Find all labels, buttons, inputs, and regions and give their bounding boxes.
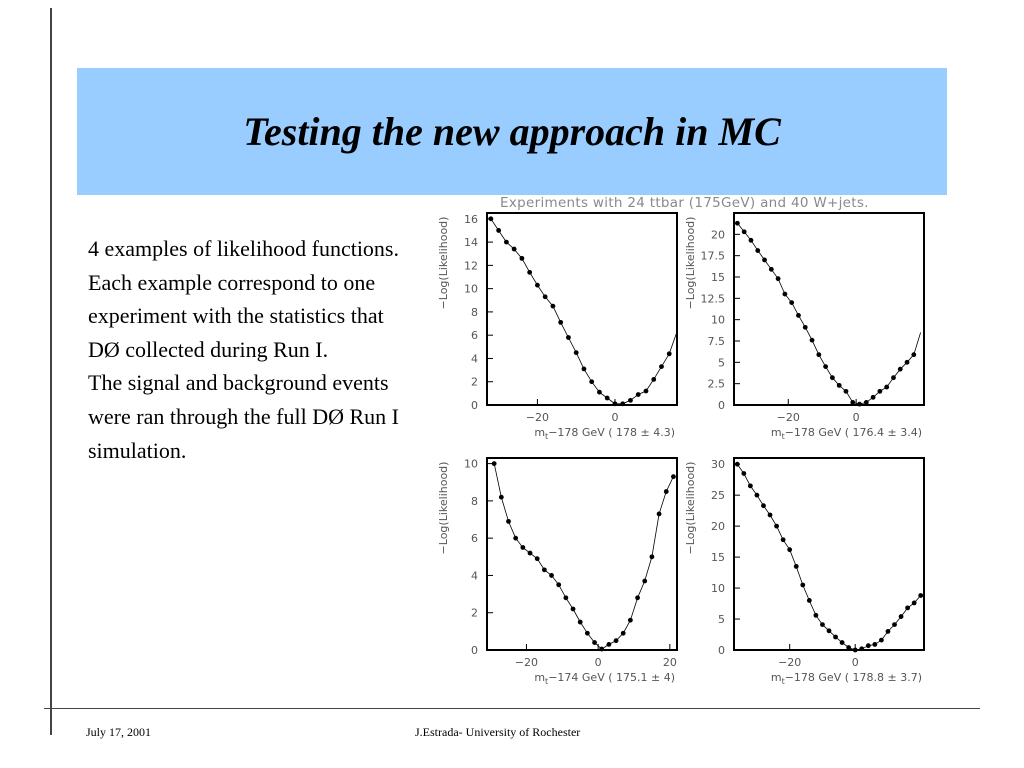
panel-2-point [857, 402, 862, 407]
panel-2-xtick-label: 0 [852, 411, 860, 424]
panel-2-xlabel: $m_t-178$ GeV ( 176.4 ± 3.4) [770, 426, 922, 441]
panel-4-point [761, 503, 766, 508]
panel-4-ylabel: −Log(Likelihood) [684, 461, 697, 555]
panel-3-ytick-label: 6 [471, 532, 478, 546]
panel-2-point [850, 400, 855, 405]
panel-4-point [905, 605, 910, 610]
panel-2-ytick-label: 0 [718, 399, 725, 412]
panel-2-point [789, 300, 794, 305]
panel-1-ytick-label: 0 [471, 399, 478, 412]
panel-3-ytick-label: 0 [471, 644, 478, 657]
panel-4-ytick-label: 15 [711, 551, 725, 565]
panel-4-point [768, 513, 773, 518]
panel-3-xlabel: $m_t-174$ GeV ( 175.1 ± 4) [534, 671, 675, 686]
panel-1-ytick-label: 16 [464, 212, 478, 226]
paragraph-2: The signal and background events were ran through the full DØ Run I simulation. [88, 370, 399, 463]
panel-1-ytick-label: 10 [464, 282, 478, 296]
panel-1-point [613, 401, 618, 406]
panel-1-xlabel: $m_t-178$ GeV ( 178 ± 4.3) [534, 426, 675, 441]
panel-1-frame [487, 213, 677, 405]
panel-4-point [866, 643, 871, 648]
panel-2-point [755, 248, 760, 253]
panel-2-point [762, 258, 767, 263]
panel-1-ytick-label: 2 [471, 375, 478, 389]
panel-4-point [879, 638, 884, 643]
panel-2-point [830, 375, 835, 380]
panel-4-point [735, 462, 740, 467]
panel-4-point [774, 524, 779, 529]
panel-2-point [877, 389, 882, 394]
panel-4-point [886, 629, 891, 634]
panel-1-point [667, 351, 672, 356]
panel-3-xtick-label: 20 [662, 656, 677, 669]
panel-2-point [905, 360, 910, 365]
panel-4-ytick-label: 5 [718, 613, 725, 627]
panel-2-point [837, 383, 842, 388]
panel-3-point [635, 595, 640, 600]
panel-2-ytick-label: 5 [718, 356, 725, 370]
panel-3-point [520, 545, 525, 550]
panel-3-point [506, 519, 511, 524]
panel-1-point [589, 379, 594, 384]
panel-1-point [620, 401, 625, 406]
panel-3-point [585, 631, 590, 636]
panel-2-point [884, 385, 889, 390]
panel-3-fit-curve [494, 464, 673, 649]
panel-1-point [651, 377, 656, 382]
panel-4-ytick-label: 20 [711, 520, 725, 534]
paragraph-1: 4 examples of likelihood functions. Each example correspond to one experiment with the statistics that DØ collected during Run I. [88, 236, 399, 362]
panel-2-ytick-label: 10 [711, 313, 725, 327]
panel-2-ytick-label: 12.5 [700, 292, 725, 306]
panel-1-point [566, 335, 571, 340]
panel-4-point [820, 622, 825, 627]
panel-3-point [606, 642, 611, 647]
panel-4-ytick-label: 25 [711, 489, 725, 503]
panel-1-point [535, 283, 540, 288]
panel-2-point [749, 238, 754, 243]
panel-1-point [582, 367, 587, 372]
panel-2-ytick-label: 20 [711, 228, 725, 242]
panel-3-point [513, 536, 518, 541]
panel-2-point [823, 364, 828, 369]
panel-3-point [499, 495, 504, 500]
footer-author: J.Estrada- University of Rochester [415, 725, 581, 739]
panel-4-frame [734, 458, 924, 650]
panel-2-point [810, 338, 815, 343]
panel-4-point [794, 564, 799, 569]
panel-2-point [735, 221, 740, 226]
figure-title: Experiments with 24 ttbar (175GeV) and 40 W+jets. [500, 195, 869, 211]
panel-1-point [551, 304, 556, 309]
panel-2-point [782, 292, 787, 297]
panel-2-point [776, 276, 781, 281]
panel-1-point [543, 294, 548, 299]
panel-1-ylabel: −Log(Likelihood) [437, 216, 450, 310]
panel-2-point [864, 400, 869, 405]
panel-3-point [556, 582, 561, 587]
panel-2-ytick-label: 17.5 [700, 249, 725, 263]
panel-3-point [542, 567, 547, 572]
panel-4-point [827, 628, 832, 633]
panel-1-point [574, 350, 579, 355]
panel-3-point [657, 512, 662, 517]
panel-4-fit-curve [737, 464, 920, 650]
panel-4-point [807, 598, 812, 603]
panel-2-point [911, 352, 916, 357]
panel-2-point [769, 267, 774, 272]
panel-3-point [528, 551, 533, 556]
panel-2-frame [734, 213, 924, 405]
panel-2-ytick-label: 7.5 [707, 335, 725, 348]
panel-1-point [496, 228, 501, 233]
panel-3-point [571, 607, 576, 612]
panel-4-xtick-label: 0 [851, 656, 859, 669]
panel-1-point [527, 270, 532, 275]
panel-3-point [592, 640, 597, 645]
panel-3-point [492, 461, 497, 466]
panel-1-point [644, 389, 649, 394]
footer-date: July 17, 2001 [86, 725, 152, 739]
panel-2-point [898, 367, 903, 372]
panel-3-point [614, 638, 619, 643]
panel-1-point [512, 247, 517, 252]
panel-4-point [918, 593, 923, 598]
panel-1-point [558, 320, 563, 325]
panel-3-xtick-label: −20 [514, 656, 539, 669]
panel-2-ytick-label: 15 [711, 271, 725, 284]
panel-3-point [628, 618, 633, 623]
panel-3-ylabel: −Log(Likelihood) [437, 461, 450, 555]
panel-4-point [800, 583, 805, 588]
panel-1-ytick-label: 14 [464, 236, 478, 250]
panel-1-ytick-label: 8 [471, 305, 478, 319]
panel-2-point [844, 389, 849, 394]
panel-4-point [813, 613, 818, 618]
panel-3-point [650, 554, 655, 559]
panel-4-point [840, 640, 845, 645]
panel-2-point [796, 313, 801, 318]
panel-4-point [899, 614, 904, 619]
panel-2-ytick-label: 2.5 [707, 377, 725, 391]
panel-3-ytick-label: 8 [471, 494, 478, 508]
panel-1-fit-curve [491, 219, 677, 404]
panel-3-point [664, 489, 669, 494]
panel-4-point [741, 471, 746, 476]
panel-4-point [833, 635, 838, 640]
panel-4-xtick-label: −20 [778, 656, 802, 669]
panel-1-ytick-label: 6 [471, 329, 478, 343]
panel-3-ytick-label: 2 [471, 606, 478, 620]
panel-2-xtick-label: −20 [776, 411, 800, 424]
panel-3-point [535, 556, 540, 561]
panel-1-ytick-label: 4 [471, 352, 478, 366]
panel-1-point [628, 398, 633, 403]
panel-3-point [671, 474, 676, 479]
panel-1-xtick-label: −20 [525, 411, 550, 424]
panel-4-ytick-label: 30 [711, 458, 725, 472]
panel-3-ytick-label: 4 [471, 569, 478, 583]
panel-4-point [859, 646, 864, 651]
panel-3-point [563, 595, 568, 600]
panel-2-point [803, 325, 808, 330]
slide-title: Testing the new approach in MC [243, 109, 781, 154]
panel-4-point [787, 547, 792, 552]
panel-4-ytick-label: 10 [711, 582, 725, 596]
panel-3-point [599, 647, 604, 652]
panel-1-xtick-label: 0 [611, 411, 619, 424]
panel-1-point [488, 216, 493, 221]
panel-2-ylabel: −Log(Likelihood) [684, 216, 697, 310]
panel-4-point [781, 537, 786, 542]
panel-2-point [816, 352, 821, 357]
panel-2-point [871, 395, 876, 400]
panel-4-point [748, 483, 753, 488]
panel-3-point [549, 573, 554, 578]
panel-1-point [504, 240, 509, 245]
panel-1-point [519, 256, 524, 261]
panel-4-xlabel: $m_t-178$ GeV ( 178.8 ± 3.7) [770, 671, 922, 686]
panel-1-point [636, 392, 641, 397]
panel-3-xtick-label: 0 [594, 656, 602, 669]
panel-4-point [846, 645, 851, 650]
panel-2-point [742, 229, 747, 234]
panel-4-point [755, 493, 760, 498]
panel-2-point [891, 375, 896, 380]
panel-3-point [621, 631, 626, 636]
panel-3-point [642, 579, 647, 584]
panel-4-point [853, 648, 858, 653]
panel-1-ytick-label: 12 [464, 259, 478, 273]
panel-3-point [578, 620, 583, 625]
panel-4-point [872, 642, 877, 647]
panel-3-ytick-label: 10 [464, 457, 478, 471]
panel-4-ytick-label: 0 [718, 644, 725, 657]
panel-1-point [597, 390, 602, 395]
panel-1-point [659, 364, 664, 369]
panel-4-point [912, 601, 917, 606]
panel-4-point [892, 622, 897, 627]
panel-1-point [605, 396, 610, 401]
